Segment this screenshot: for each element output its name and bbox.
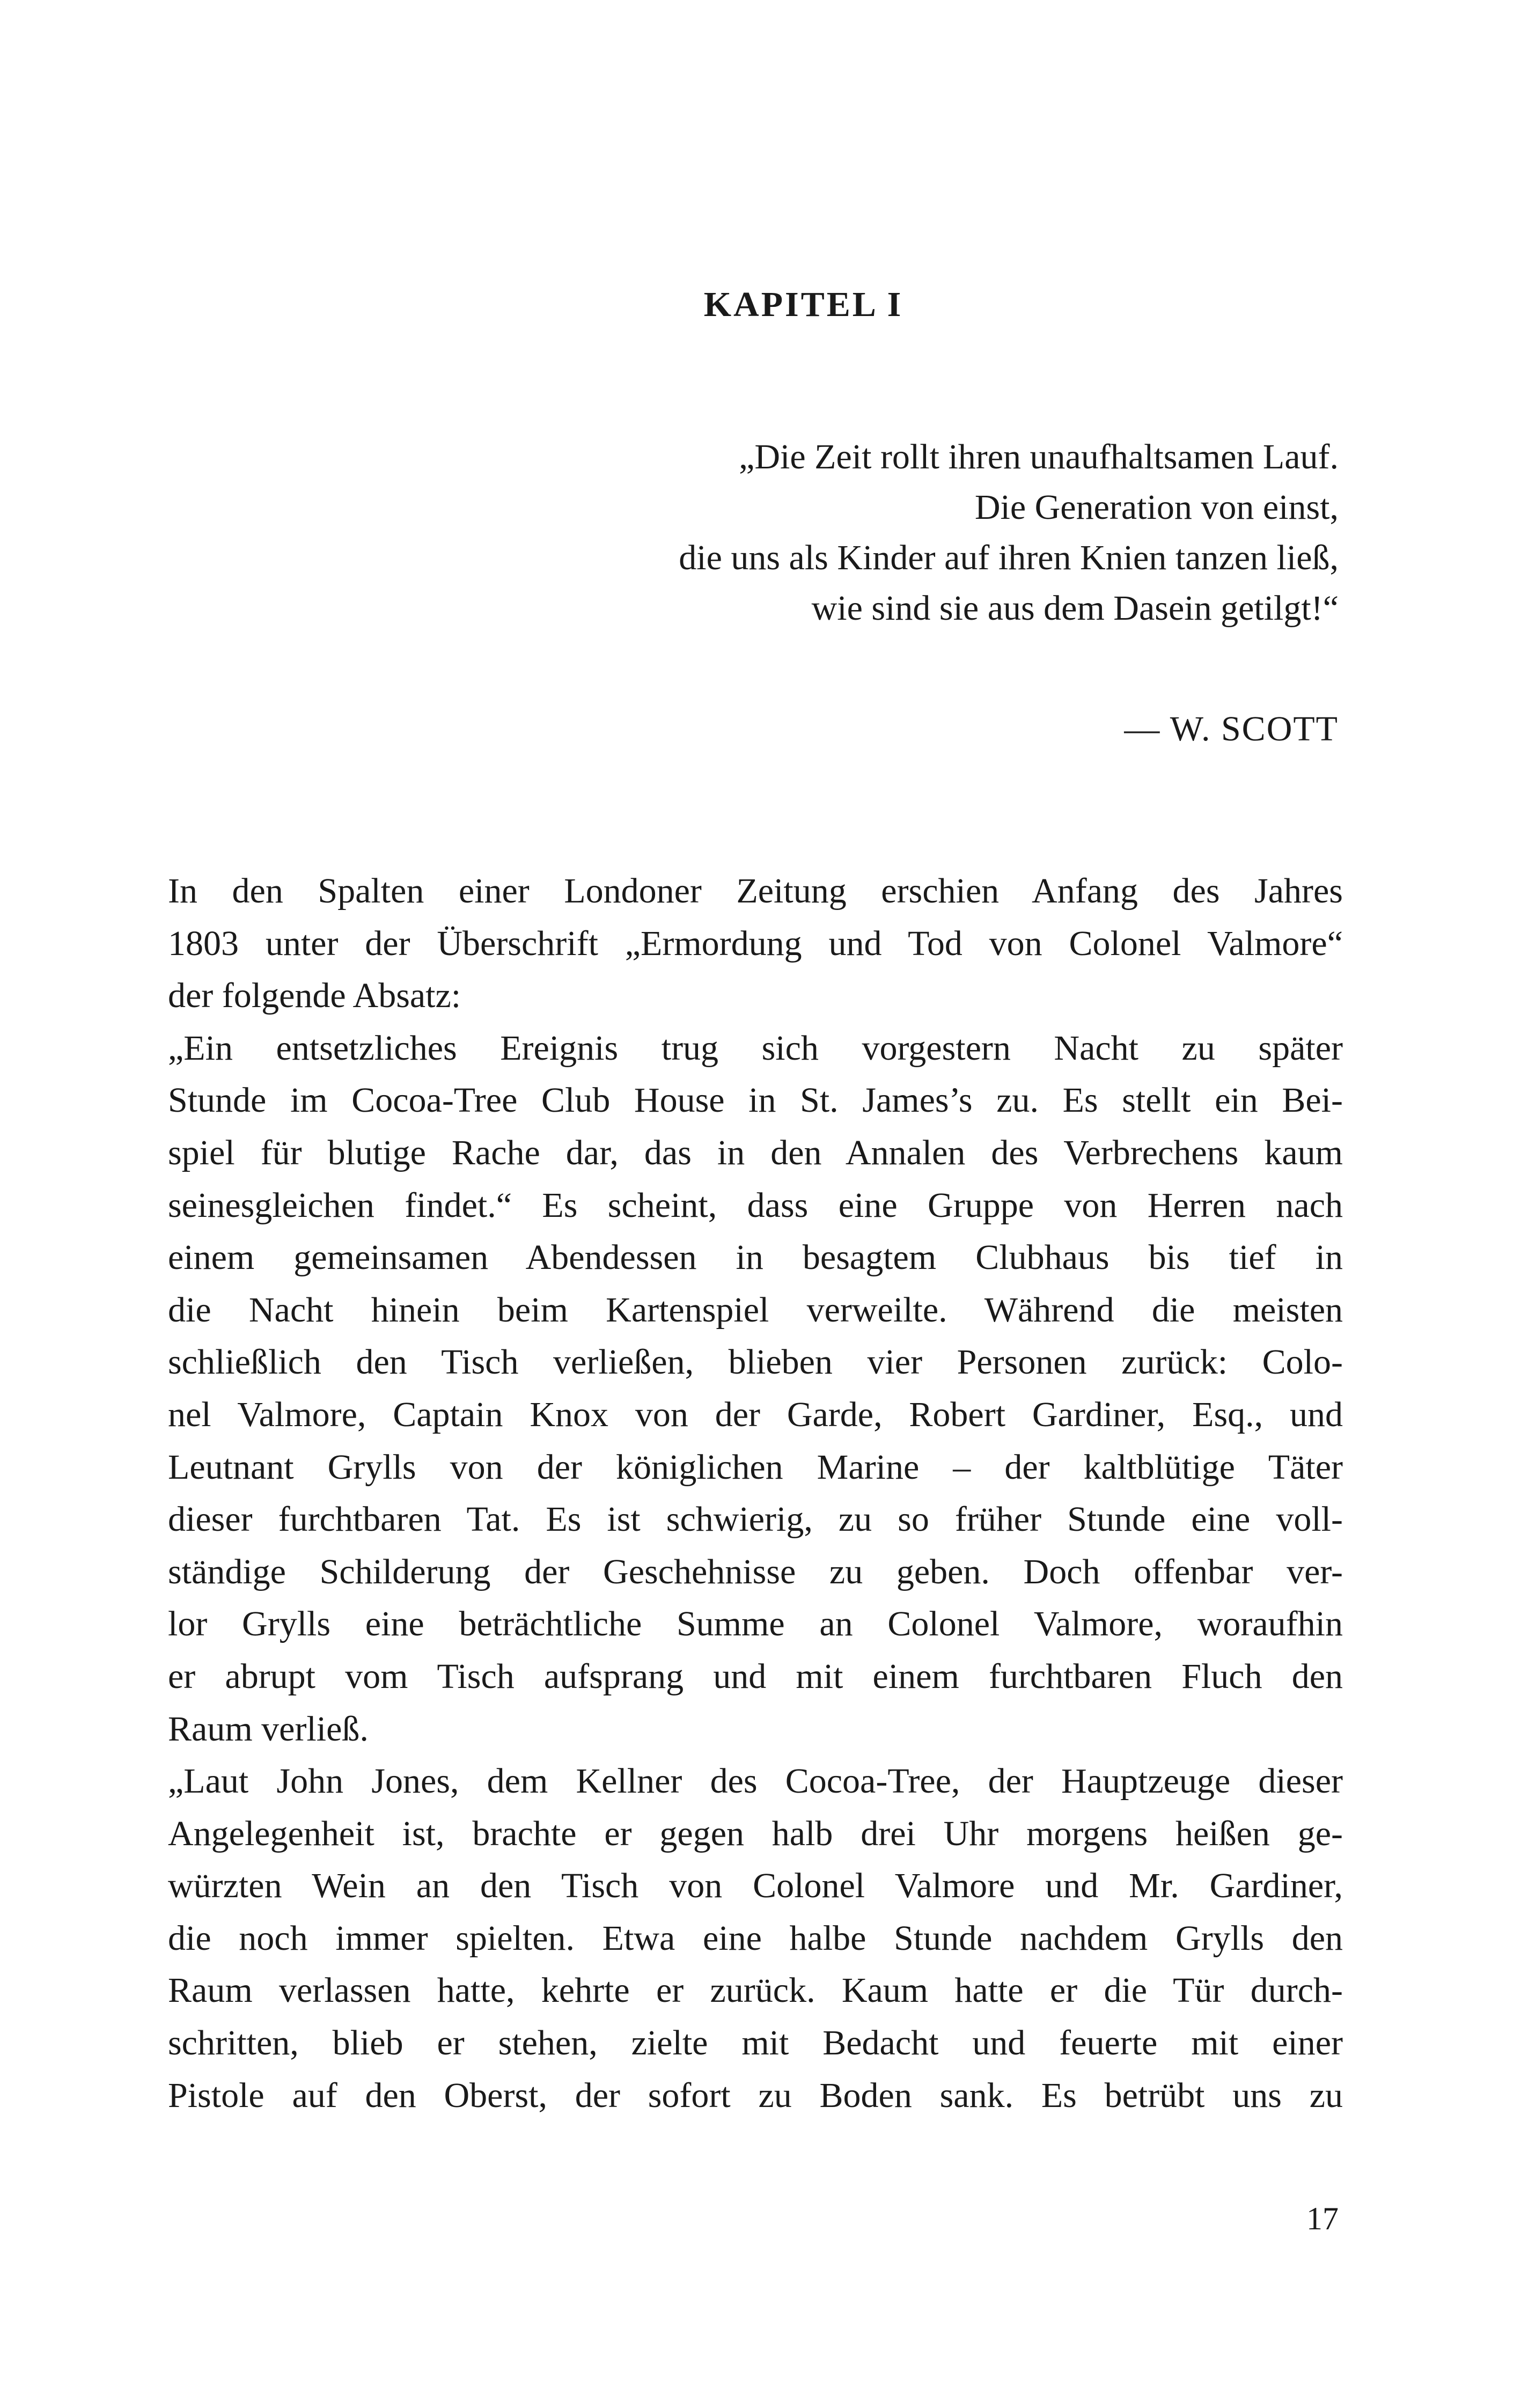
body-line: er abrupt vom Tisch aufsprang und mit einem furchtbaren Fluch den [168,1656,1343,1696]
body-line: „Laut John Jones, dem Kellner des Cocoa-Tree, der Hauptzeuge dieser [168,1761,1343,1801]
body-line: In den Spalten einer Londoner Zeitung erschien Anfang des Jahres [168,871,1343,911]
body-line: seinesgleichen findet.“ Es scheint, dass eine Gruppe von Herren nach [168,1185,1343,1225]
epigraph-attribution: — W. SCOTT [1124,709,1339,748]
body-line: schließlich den Tisch verließen, blieben vier Personen zurück: Colo- [168,1342,1343,1382]
body-line: Pistole auf den Oberst, der sofort zu Boden sank. Es betrübt uns zu [168,2075,1343,2115]
body-line: würzten Wein an den Tisch von Colonel Valmore und Mr. Gardiner, [168,1866,1343,1906]
body-line: der folgende Absatz: [168,976,461,1016]
epigraph-line: „Die Zeit rollt ihren unaufhaltsamen Lauf. [739,437,1339,476]
body-text [168,865,1343,2121]
body-line: lor Grylls eine beträchtliche Summe an Colonel Valmore, woraufhin [168,1604,1343,1644]
page-number: 17 [1306,2201,1339,2236]
body-line: Leutnant Grylls von der königlichen Marine – der kaltblütige Täter [168,1447,1343,1487]
body-line: die noch immer spielten. Etwa eine halbe Stunde nachdem Grylls den [168,1918,1343,1958]
body-line: spiel für blutige Rache dar, das in den Annalen des Verbrechens kaum [168,1133,1343,1172]
body-line: die Nacht hinein beim Kartenspiel verweilte. Während die meisten [168,1290,1343,1330]
body-line: nel Valmore, Captain Knox von der Garde, Robert Gardiner, Esq., und [168,1394,1343,1434]
body-line: ständige Schilderung der Geschehnisse zu geben. Doch offenbar ver- [168,1552,1343,1591]
body-line: schritten, blieb er stehen, zielte mit Bedacht und feuerte mit einer [168,2023,1343,2063]
chapter-title: KAPITEL I [703,285,903,324]
body-line: Angelegenheit ist, brachte er gegen halb drei Uhr morgens heißen ge- [168,1814,1343,1853]
epigraph-line: wie sind sie aus dem Dasein getilgt!“ [811,589,1339,628]
epigraph-line: die uns als Kinder auf ihren Knien tanzen ließ, [679,538,1339,577]
body-line: 1803 unter der Überschrift „Ermordung und Tod von Colonel Valmore“ [168,923,1343,963]
epigraph-line: Die Generation von einst, [974,488,1339,527]
body-line: einem gemeinsamen Abendessen in besagtem Clubhaus bis tief in [168,1238,1343,1278]
epigraph [679,432,1339,634]
body-line: Raum verlassen hatte, kehrte er zurück. Kaum hatte er die Tür durch- [168,1971,1343,2010]
body-line: Stunde im Cocoa-Tree Club House in St. James’s zu. Es stellt ein Bei- [168,1081,1343,1120]
body-line: „Ein entsetzliches Ereignis trug sich vorgestern Nacht zu später [168,1028,1343,1068]
body-line: Raum verließ. [168,1709,369,1749]
body-line: dieser furchtbaren Tat. Es ist schwierig, zu so früher Stunde eine voll- [168,1500,1343,1539]
